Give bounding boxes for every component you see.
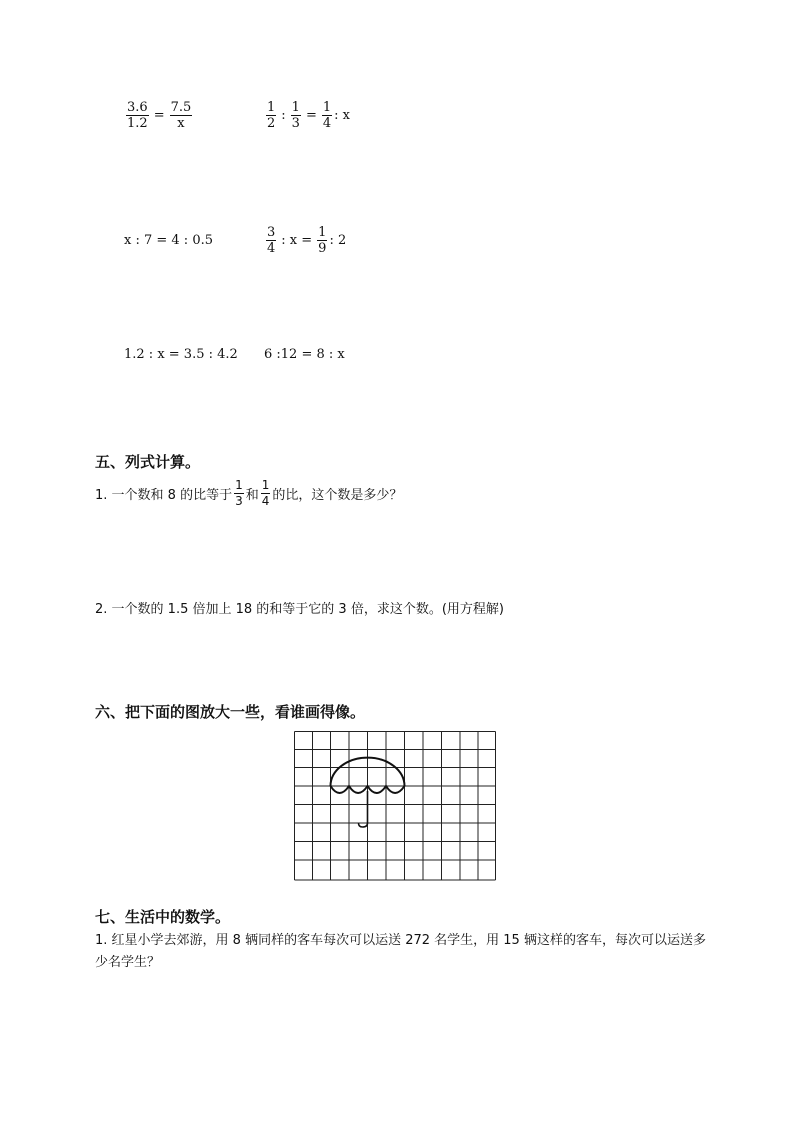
equals-sign: = — [153, 108, 165, 123]
equation-1 — [124, 100, 194, 131]
equation-5: 1.2 : x = 3.5 : 4.2 — [124, 347, 238, 362]
fraction — [266, 100, 276, 131]
equation-tail: : x — [334, 108, 350, 123]
question-text: 和 — [245, 488, 259, 503]
section-7-question-1: 1. 红星小学去郊游，用 8 辆同样的客车每次可以运送 272 名学生，用 15 辆这样的客车，每次可以运送多少名学生？ — [95, 933, 706, 970]
fraction — [317, 225, 327, 256]
denominator: 1.2 — [127, 116, 148, 131]
equals-sign: = — [305, 108, 317, 123]
denominator: 4 — [267, 241, 276, 256]
section-6-title: 六、把下面的图放大一些，看谁画得像。 — [95, 703, 366, 721]
equation-middle: : x = — [281, 233, 313, 248]
denominator: 4 — [322, 116, 332, 131]
numerator: 3 — [267, 225, 276, 240]
numerator: 7.5 — [170, 100, 192, 115]
colon-sign: : — [281, 108, 286, 123]
denominator: 2 — [267, 116, 276, 131]
grid-figure — [294, 731, 496, 881]
grid-lines — [295, 732, 496, 881]
equation-tail: : 2 — [329, 233, 347, 248]
denominator: x — [177, 116, 185, 131]
numerator: 1 — [322, 100, 332, 115]
equation-6: 6 :12 = 8 : x — [264, 347, 345, 362]
denominator: 4 — [261, 494, 270, 508]
section-5-question-1 — [95, 478, 402, 509]
equation-3: x : 7 = 4 : 0.5 — [124, 233, 213, 248]
section-5-title: 五、列式计算。 — [95, 453, 201, 471]
equation-2 — [264, 100, 350, 131]
fraction — [291, 100, 301, 131]
fraction — [126, 100, 149, 131]
numerator: 3.6 — [127, 100, 148, 115]
numerator: 1 — [261, 478, 270, 492]
section-7-title: 七、生活中的数学。 — [95, 908, 231, 926]
question-text: 的比，这个数是多少？ — [272, 488, 403, 503]
numerator: 1 — [267, 100, 276, 115]
fraction — [322, 100, 332, 131]
fraction — [261, 478, 271, 509]
denominator: 3 — [291, 116, 300, 131]
numerator: 1 — [235, 478, 243, 492]
numerator: 1 — [291, 100, 300, 115]
fraction — [266, 225, 276, 256]
denominator: 9 — [318, 241, 327, 256]
numerator: 1 — [318, 225, 327, 240]
fraction — [234, 478, 244, 509]
denominator: 3 — [235, 494, 243, 508]
question-text: 1. 一个数和 8 的比等于 — [95, 488, 233, 503]
equation-4 — [264, 225, 346, 256]
section-5-question-2: 2. 一个数的 1.5 倍加上 18 的和等于它的 3 倍，求这个数。(用方程解) — [95, 602, 504, 617]
fraction — [170, 100, 193, 131]
